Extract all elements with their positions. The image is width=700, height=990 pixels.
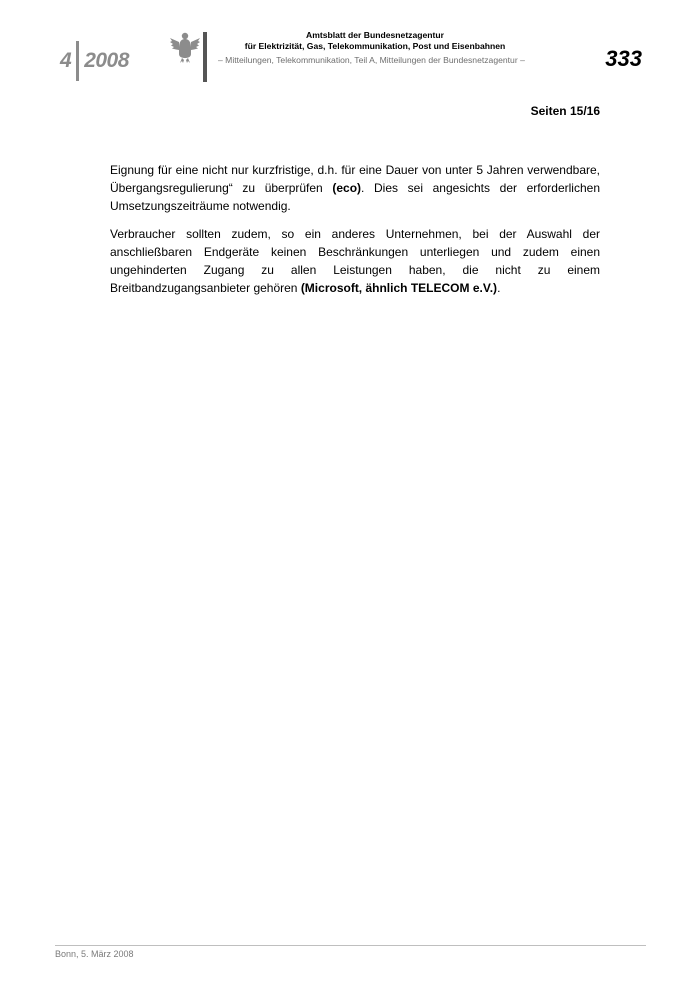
source-reference: (eco)	[332, 181, 362, 195]
footer-date: Bonn, 5. März 2008	[55, 949, 134, 959]
header-title-line2: für Elektrizität, Gas, Telekommunikation, Post und Eisenbahnen	[244, 41, 506, 51]
header-divider	[203, 32, 207, 82]
header-title-line1: Amtsblatt der Bundesnetzagentur	[306, 30, 444, 40]
paragraph-text: Eignung für eine nicht nur kurzfristige, d.h. für eine Dauer von unter 5 Jahren verwendbare, Übergangsregulierung“ zu überprüfen	[110, 163, 600, 195]
paragraph-text: . Dies sei angesichts der erforderlichen Umsetzungszeiträume notwendig.	[110, 181, 600, 213]
issue-number: 4	[60, 49, 72, 72]
issue-divider	[76, 41, 79, 81]
footer-divider	[55, 945, 646, 946]
header-subtitle: – Mitteilungen, Telekommunikation, Teil A, Mitteilungen der Bundesnetzagentur –	[218, 55, 525, 65]
header-title	[215, 30, 535, 52]
federal-eagle-icon	[169, 30, 201, 64]
paragraph	[110, 161, 600, 215]
source-reference: (Microsoft, ähnlich TELECOM e.V.)	[300, 281, 498, 295]
paragraph	[110, 225, 600, 297]
issue-label	[60, 44, 129, 78]
page-number: 333	[605, 46, 642, 71]
seiten-label: Seiten 15/16	[530, 104, 600, 118]
paragraph-text: Verbraucher sollten zudem, so ein anderes Unternehmen, bei der Auswahl der anschließbaren Endgeräte keinen Beschränkungen unterliegen und zudem einen ungehinderten Zugang zu allen Leistungen haben, die nicht zu einem Breitbandzugangsanbieter gehören	[110, 227, 600, 295]
issue-year: 2008	[84, 49, 129, 72]
paragraph-text: .	[497, 281, 501, 295]
body-text	[110, 161, 600, 307]
